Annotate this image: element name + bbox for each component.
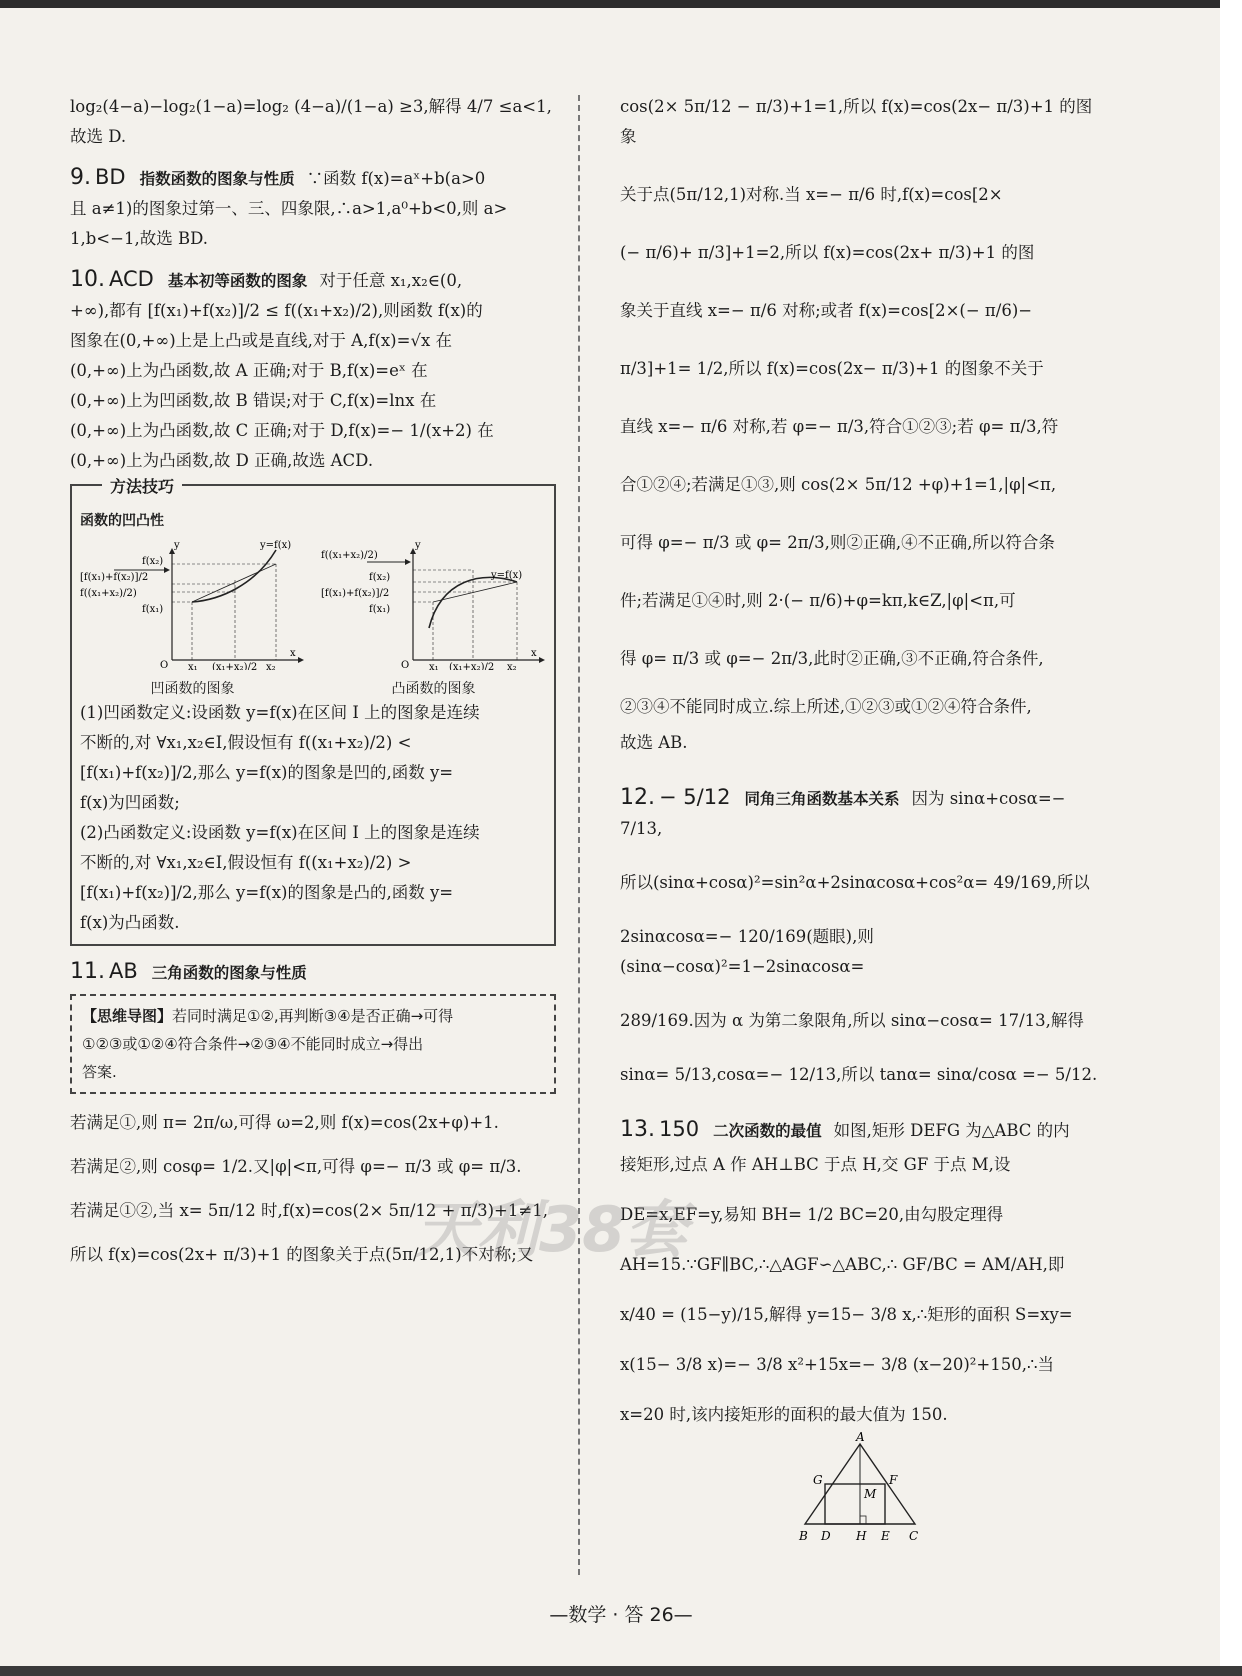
text-line: +∞),都有 [f(x₁)+f(x₂)]/2 ≤ f((x₁+x₂)/2),则函数 f(x)的 — [70, 301, 483, 320]
origin-label: O — [401, 660, 410, 670]
method-tips-box — [70, 477, 556, 946]
x1-label: x₁ — [429, 662, 439, 670]
text-line: 关于点(5π/12,1)对称.当 x=− π/6 时,f(x)=cos[2× — [620, 185, 1003, 204]
text-line: f(x)为凹函数; — [80, 793, 180, 812]
text-line: (0,+∞)上为凸函数,故 C 正确;对于 D,f(x)=− 1/(x+2) 在 — [70, 421, 494, 440]
fx2-label: f(x₂) — [369, 572, 391, 583]
text-line: 2sinαcosα=− 120/169(题眼),则(sinα−cosα)²=1−2sinαcosα= — [620, 927, 874, 976]
text-line: 得 φ= π/3 或 φ=− 2π/3,此时②正确,③不正确,符合条件, — [620, 649, 1044, 668]
concave-graph — [80, 540, 305, 698]
favg-label: [f(x₁)+f(x₂)]/2 — [80, 572, 149, 583]
vertex-E: E — [881, 1529, 890, 1543]
text-line: 答案. — [82, 1063, 117, 1081]
text-line: x/40 = (15−y)/15,解得 y=15− 3/8 x,∴矩形的面积 S=xy= — [620, 1305, 1073, 1324]
topic-label: 三角函数的图象与性质 — [151, 964, 307, 982]
text-line: DE=x,EF=y,易知 BH= 1/2 BC=20,由勾股定理得 — [620, 1205, 1004, 1224]
xmid-label: (x₁+x₂)/2 — [449, 662, 495, 670]
question-number: 12. — [620, 785, 655, 810]
vertex-F: F — [889, 1473, 898, 1487]
text-line: [f(x₁)+f(x₂)]/2,那么 y=f(x)的图象是凸的,函数 y= — [80, 883, 454, 902]
text-line: 所以 f(x)=cos(2x+ π/3)+1 的图象关于点(5π/12,1)不对称;又 — [70, 1245, 534, 1264]
answer: AB — [109, 959, 138, 983]
fx2-label: f(x₂) — [142, 556, 164, 567]
text-line: 件;若满足①④时,则 2·(− π/6)+φ=kπ,k∈Z,|φ|<π,可 — [620, 591, 1016, 610]
convexity-graphs — [80, 540, 546, 698]
text-line: (0,+∞)上为凸函数,故 D 正确,故选 ACD. — [70, 451, 374, 470]
fx1-label: f(x₁) — [369, 604, 391, 615]
text-line: (0,+∞)上为凸函数,故 A 正确;对于 B,f(x)=eˣ 在 — [70, 361, 428, 380]
x-axis-label: x — [290, 648, 296, 659]
text-line: 若同时满足①②,再判断③④是否正确→可得 — [172, 1007, 454, 1025]
column-divider — [578, 95, 580, 1575]
text-line: ②③④不能同时成立.综上所述,①②③或①②④符合条件, — [620, 697, 1032, 716]
fmid-label: f((x₁+x₂)/2) — [80, 588, 137, 599]
text-line: 可得 φ=− π/3 或 φ= 2π/3,则②正确,④不正确,所以符合条 — [620, 533, 1055, 552]
topic-label: 基本初等函数的图象 — [167, 272, 308, 290]
answer: 150 — [659, 1117, 700, 1141]
text-line: 若满足①,则 π= 2π/ω,可得 ω=2,则 f(x)=cos(2x+φ)+1. — [70, 1113, 499, 1132]
x2-label: x₂ — [507, 662, 517, 670]
vertex-A: A — [856, 1432, 865, 1444]
vertex-G: G — [813, 1473, 823, 1487]
question-11-header — [70, 956, 556, 988]
text-line: 若满足②,则 cosφ= 1/2.又|φ|<π,可得 φ=− π/3 或 φ= π/3. — [70, 1157, 522, 1176]
left-column — [70, 92, 556, 1270]
question-number: 13. — [620, 1117, 655, 1142]
vertex-C: C — [909, 1529, 919, 1543]
answer: ACD — [109, 267, 154, 291]
vertex-M: M — [864, 1487, 877, 1501]
watermark: 天利38套 — [415, 1193, 688, 1266]
page-footer: —数学 · 答 26— — [549, 1604, 693, 1626]
text-line: 合①②④;若满足①③,则 cos(2× 5π/12 +φ)+1=1,|φ|<π, — [620, 475, 1057, 494]
text-line: 不断的,对 ∀x₁,x₂∈I,假设恒有 f((x₁+x₂)/2) < — [80, 733, 412, 752]
text-line: log₂(4−a)−log₂(1−a)=log₂ (4−a)/(1−a) ≥3,解得 4/7 ≤a<1,故选 D. — [70, 97, 552, 146]
text-line: f(x)为凸函数. — [80, 913, 180, 932]
xmid-label: (x₁+x₂)/2 — [212, 662, 258, 670]
text-line: π/3]+1= 1/2,所以 f(x)=cos(2x− π/3)+1 的图象不关于 — [620, 359, 1044, 378]
question-number: 10. — [70, 267, 105, 292]
topic-label: 同角三角函数基本关系 — [744, 790, 900, 808]
mind-map-label: 【思维导图】 — [82, 1007, 173, 1025]
convex-graph-svg — [321, 540, 546, 670]
text-line: 因为 sinα+cosα=− 7/13, — [620, 789, 1066, 838]
question-13-header — [620, 1114, 1100, 1146]
text-line: 图象在(0,+∞)上是上凸或是直线,对于 A,f(x)=√x 在 — [70, 331, 453, 350]
favg-label: [f(x₁)+f(x₂)]/2 — [321, 588, 390, 599]
convex-caption: 凸函数的图象 — [391, 681, 476, 697]
text-line: ①②③或①②④符合条件→②③④不能同时成立→得出 — [82, 1035, 424, 1053]
x-axis-label: x — [531, 648, 537, 659]
fx1-label: f(x₁) — [142, 604, 164, 615]
topic-label: 二次函数的最值 — [713, 1122, 822, 1140]
topic-label: 指数函数的图象与性质 — [139, 170, 295, 188]
question-10-header — [70, 264, 556, 296]
right-column — [620, 92, 1100, 1557]
question-number: 9. — [70, 165, 91, 190]
text-line: cos(2× 5π/12 − π/3)+1=1,所以 f(x)=cos(2x− π/3)+1 的图象 — [620, 97, 1093, 146]
box-subtitle: 函数的凹凸性 — [80, 513, 164, 529]
text-line: (− π/6)+ π/3]+1=2,所以 f(x)=cos(2x+ π/3)+1 的图 — [620, 243, 1035, 262]
text-line: 如图,矩形 DEFG 为△ABC 的内 — [833, 1121, 1070, 1140]
y-axis-label: y — [415, 540, 421, 551]
text-line: 289/169.因为 α 为第二象限角,所以 sinα−cosα= 17/13,解得 — [620, 1011, 1084, 1030]
text-line: x(15− 3/8 x)=− 3/8 x²+15x=− 3/8 (x−20)²+150,∴当 — [620, 1355, 1054, 1374]
text-line: 直线 x=− π/6 对称,若 φ=− π/3,符合①②③;若 φ= π/3,符 — [620, 417, 1059, 436]
answer: BD — [95, 165, 126, 189]
text-line: 象关于直线 x=− π/6 对称;或者 f(x)=cos[2×(− π/6)− — [620, 301, 1033, 320]
concave-caption: 凹函数的图象 — [150, 681, 235, 697]
y-axis-label: y — [174, 540, 180, 551]
vertex-B: B — [799, 1529, 808, 1543]
triangle-svg — [785, 1432, 935, 1547]
x2-label: x₂ — [266, 662, 276, 670]
text-line: (2)凸函数定义:设函数 y=f(x)在区间 I 上的图象是连续 — [80, 823, 480, 842]
text-line: sinα= 5/13,cosα=− 12/13,所以 tanα= sinα/cosα =− 5/12. — [620, 1065, 1098, 1084]
question-number: 11. — [70, 959, 105, 984]
text-line: AH=15.∵GF∥BC,∴△AGF∽△ABC,∴ GF/BC = AM/AH,即 — [620, 1255, 1065, 1274]
box-title: 方法技巧 — [102, 472, 182, 502]
text-line: 若满足①②,当 x= 5π/12 时,f(x)=cos(2× 5π/12 + π/3)+1≠1, — [70, 1201, 548, 1220]
text-line: [f(x₁)+f(x₂)]/2,那么 y=f(x)的图象是凹的,函数 y= — [80, 763, 454, 782]
text-line: 故选 AB. — [620, 733, 688, 752]
text-line: 对于任意 x₁,x₂∈(0, — [319, 271, 463, 290]
text-line: (0,+∞)上为凹函数,故 B 错误;对于 C,f(x)=lnx 在 — [70, 391, 437, 410]
curve-label: y=f(x) — [491, 570, 523, 581]
curve-label: y=f(x) — [260, 540, 292, 551]
convex-graph — [321, 540, 546, 698]
scan-right-margin — [1220, 0, 1242, 1676]
text-line: 所以(sinα+cosα)²=sin²α+2sinαcosα+cos²α= 49/169,所以 — [620, 873, 1090, 892]
text-line: 接矩形,过点 A 作 AH⊥BC 于点 H,交 GF 于点 M,设 — [620, 1155, 1011, 1174]
text-line: 不断的,对 ∀x₁,x₂∈I,假设恒有 f((x₁+x₂)/2) > — [80, 853, 412, 872]
triangle-figure — [620, 1432, 1100, 1557]
scan-bottom-edge — [0, 1666, 1242, 1676]
mind-map-box — [70, 994, 556, 1094]
text-line: x=20 时,该内接矩形的面积的最大值为 150. — [620, 1405, 948, 1424]
question-9-header — [70, 162, 556, 194]
x1-label: x₁ — [188, 662, 198, 670]
origin-label: O — [160, 660, 169, 670]
text-line: (1)凹函数定义:设函数 y=f(x)在区间 I 上的图象是连续 — [80, 703, 480, 722]
scan-top-edge — [0, 0, 1242, 8]
text-line: 1,b<−1,故选 BD. — [70, 229, 208, 248]
question-12-header — [620, 782, 1100, 844]
vertex-D: D — [821, 1529, 831, 1543]
text-line: 且 a≠1)的图象过第一、三、四象限,∴a>1,a⁰+b<0,则 a> — [70, 199, 508, 218]
text-line: ∵函数 f(x)=aˣ+b(a>0 — [306, 169, 486, 188]
fmid-label: f((x₁+x₂)/2) — [321, 550, 378, 561]
concave-graph-svg — [80, 540, 305, 670]
vertex-H: H — [856, 1529, 867, 1543]
answer: − 5/12 — [659, 785, 731, 809]
